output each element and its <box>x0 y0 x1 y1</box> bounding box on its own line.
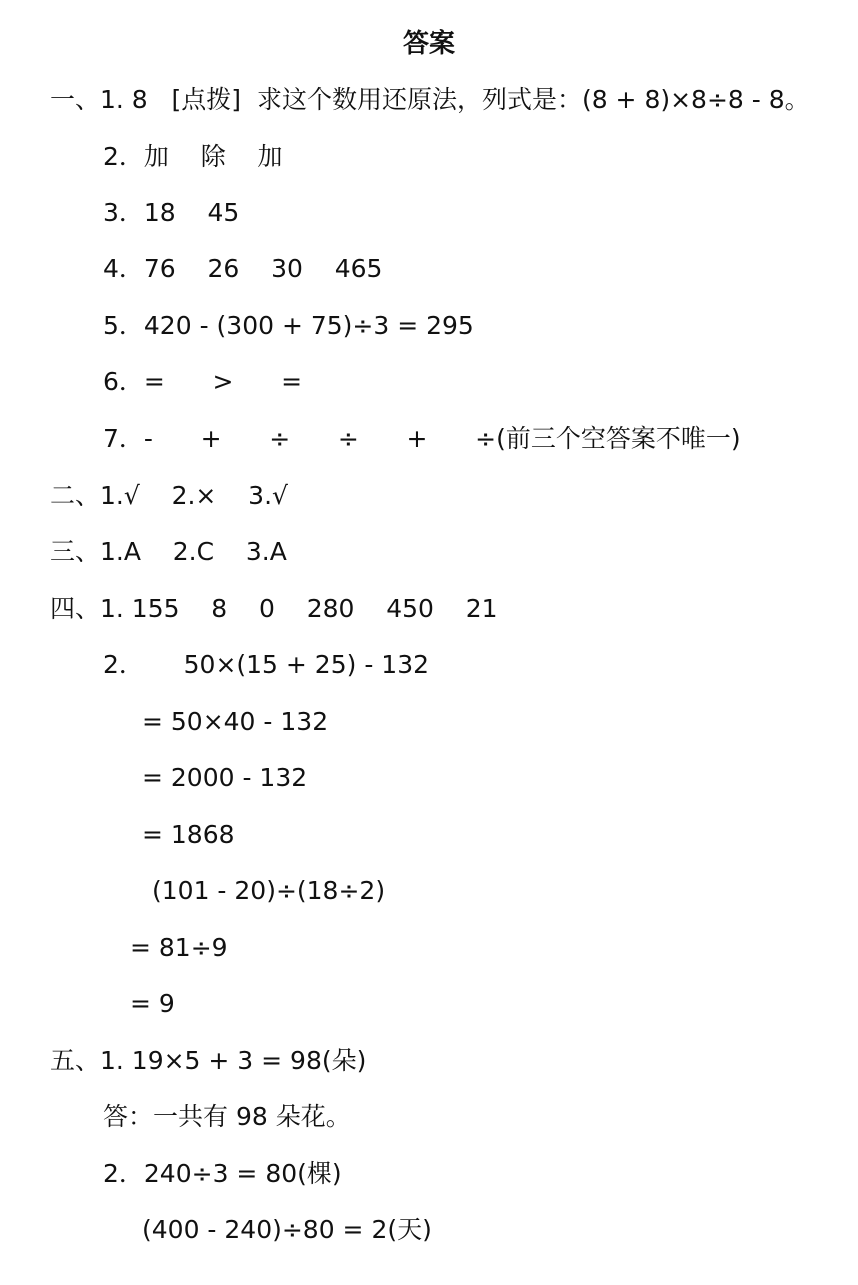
calc-step-1: = 50×40 - 132 <box>142 707 329 736</box>
section-1-item-1: 一、1. 8 [点拨] 求这个数用还原法，列式是：(8 + 8)×8÷8 - 8。 <box>50 85 810 114</box>
section-1-item-2: 2．加 除 加 <box>103 142 283 171</box>
section-1-item-6: 6．= > = <box>103 367 303 396</box>
calc-step-3: = 1868 <box>142 820 235 849</box>
section-5-item-2: 2．240÷3 = 80(棵) <box>103 1159 342 1188</box>
calc2-step-2: = 9 <box>130 989 175 1018</box>
section-5-item-1: 五、1. 19×5 + 3 = 98(朵) <box>50 1046 367 1075</box>
calc-expression-2: (101 - 20)÷(18÷2) <box>152 876 386 905</box>
section-1-item-3: 3．18 45 <box>103 198 240 227</box>
section-3-answers: 三、1.A 2.C 3.A <box>50 537 287 566</box>
page-title: 答案 <box>402 29 455 59</box>
section-5-item-2-step: (400 - 240)÷80 = 2(天) <box>142 1215 432 1244</box>
section-1-item-7: 7．- + ÷ ÷ + ÷(前三个空答案不唯一) <box>103 424 741 453</box>
section-1-item-5: 5．420 - (300 + 75)÷3 = 295 <box>103 311 474 340</box>
section-2-answers: 二、1.√ 2.× 3.√ <box>50 481 288 510</box>
calc2-step-1: = 81÷9 <box>130 933 228 962</box>
section-4-item-1: 四、1. 155 8 0 280 450 21 <box>50 594 498 623</box>
calc-step-2: = 2000 - 132 <box>142 763 308 792</box>
section-4-item-2: 2． 50×(15 + 25) - 132 <box>103 650 430 679</box>
section-1-item-4: 4．76 26 30 465 <box>103 254 383 283</box>
section-5-answer-1: 答：一共有 98 朵花。 <box>103 1102 351 1131</box>
